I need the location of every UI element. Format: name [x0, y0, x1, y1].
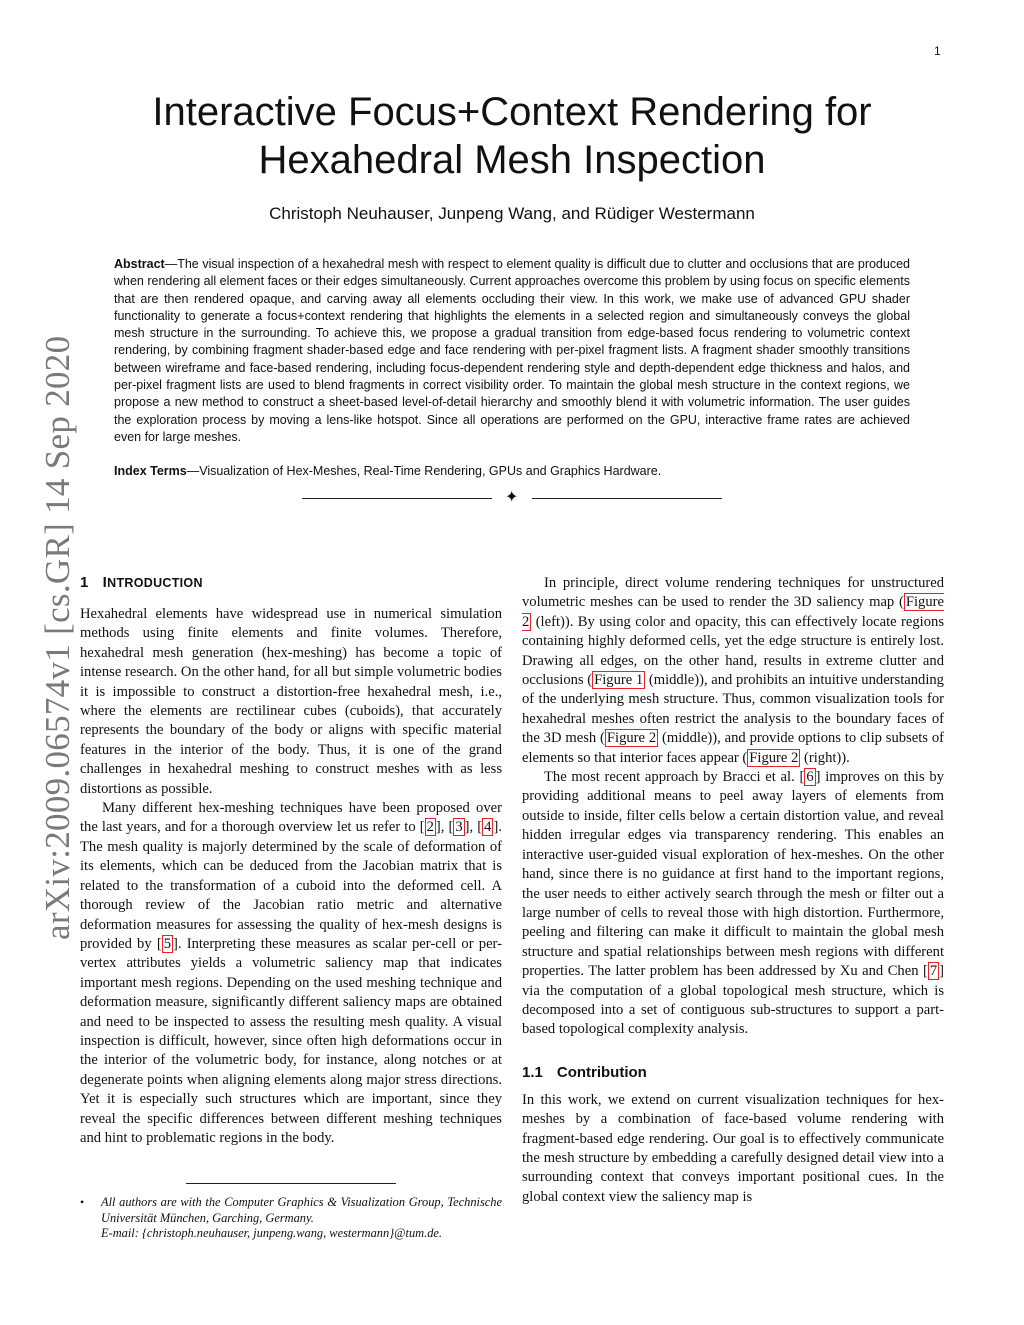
figure-link[interactable]: Figure 1	[594, 672, 644, 689]
intro-paragraph-3	[522, 574, 944, 768]
section-title-first: I	[102, 574, 108, 591]
paper-title	[60, 88, 964, 184]
figure-link[interactable]: Figure 2	[749, 749, 799, 766]
section-divider	[302, 488, 722, 508]
text-run: (right)).	[800, 749, 850, 766]
left-column	[80, 574, 502, 1148]
text-run: ] via the computation of a global topological mesh structure, which is decomposed into a set of contiguous sub-structures to support a part-based topological complexity analysis.	[522, 963, 944, 1038]
section-title-rest: NTRODUCTION	[107, 576, 203, 590]
citation-link[interactable]: 6	[806, 769, 814, 786]
index-terms-text: —Visualization of Hex-Meshes, Real-Time Rendering, GPUs and Graphics Hardware.	[186, 464, 662, 478]
citation-link[interactable]: 2	[426, 819, 434, 836]
text-run: (left)). By using color and opacity, this can effectively locate regions containing highly deformed cells, yet the edge structure is entirely lost. Drawing all edges, on the other hand, results in extreme clutter and occlusions (	[522, 613, 944, 689]
subsection-title: Contribution	[556, 1063, 647, 1081]
abstract-text: —The visual inspection of a hexahedral mesh with respect to element quality is difficult due to clutter and occlusions that are produced when rendering all element faces or their edges simultaneously. Current approaches overcome this problem by using focus on specific elements that are then rendered opaque, and carving away all elements occluding their view. In this work, we make use of advanced GPU shader functionality to generate a focus+context rendering that highlights the elements in a selected region and simultaneously conveys the global mesh structure in the surrounding. To achieve this, we propose a gradual transition from edge-based focus rendering to volumetric context rendering, by combining fragment shader-based edge and face rendering with per-pixel fragment lists. A fragment shader smoothly transitions between wireframe and face-based rendering, including focus-dependent rendering style and depth-dependent edge thickness and halos, and per-pixel fragment lists are used to blend fragments in correct visibility order. To maintain the global mesh structure in the context regions, we propose a new method to construct a sheet-based level-of-detail hierarchy and smoothly blend it with volumetric information. The user guides the exploration process by moving a lens-like hotspot. Since all operations are performed on the GPU, interactive frame rates are achieved even for large meshes.	[114, 257, 911, 444]
authors: Christoph Neuhauser, Junpeng Wang, and Rüdiger Westermann	[269, 204, 755, 223]
text-run: In principle, direct volume rendering techniques for unstructured volumetric meshes can be used to render the 3D saliency map (	[522, 575, 944, 611]
footnote-email: E-mail: {christoph.neuhauser, junpeng.wang, westermann}@tum.de.	[101, 1226, 443, 1240]
figure-link[interactable]: Figure 2	[606, 730, 657, 747]
citation-link[interactable]: 3	[455, 819, 463, 836]
figure-link[interactable]: Figure 2	[522, 594, 944, 630]
divider-diamond-icon: ✦	[505, 489, 519, 506]
text-run: (middle)), and provide options to clip subsets of elements so that interior faces appear (	[522, 730, 944, 766]
intro-paragraph-2: Many different hex-meshing techniques have been proposed over the last years, and for a thorough overview let us refer to [ 2 ], [ 3 ], [ 4 ]. The mesh quality is majorly determined by the scale of deformation of its elements, which can be deduced from the Jacobian matrix that is related to the transformation of a cuboid into the deformed cell. A thorough review of the Jacobian ratio metric and alternative deformation measures for assessing the quality of hex-mesh designs is provided by [ 5 ]. Interpreting these measures as scalar per-cell or per-vertex attributes yields a volumetric saliency map that indicates important mesh regions. Depending on the used meshing technique and deformation measure, significantly different saliency maps are obtained and need to be inspected to assess the resulting mesh quality. A visual inspection is difficult, however, since often high deformations occur in the interior of the volumetric body, for instance, along notches or at degenerate points when aligning elements along major stress directions. Yet it is especially such structures which are important, since they reveal the specific differences between different meshing techniques and hint to problematic regions in the body.	[80, 800, 502, 1146]
section-number: 1	[80, 574, 89, 591]
page-number: 1	[934, 44, 941, 58]
index-terms-label: Index Terms	[114, 464, 187, 478]
index-terms	[114, 463, 910, 480]
citation-link[interactable]: 7	[929, 963, 938, 980]
divider-rule-right	[532, 498, 722, 499]
subsection-heading-contribution	[522, 1064, 944, 1081]
text-run: Many different hex-meshing techniques have been proposed over the last years, and for a thorough overview let us refer to	[80, 800, 502, 836]
text-run: ] improves on this by providing additional means to peel away layers of elements from outside to inside, filter cells below a certain distortion value, and reveal hidden irregular edges via transparency rendering. This enables an interactive user-guided visual exploration of hex-meshes. On the other hand, since there is no guidance at first hand to the important regions, the user needs to either actively search through the mesh or filter out a large number of cells to reveal those with high distortion. Furthermore, peeling and filtering can make it difficult to maintain the global mesh structure and spatial relationships between mesh regions with different properties. The latter problem has been addressed by Xu and Chen [	[522, 769, 944, 980]
footnote-rule	[186, 1183, 396, 1184]
footnote	[80, 1195, 502, 1242]
abstract-label: Abstract	[114, 257, 165, 271]
section-heading-introduction	[80, 574, 502, 591]
subsection-number: 1.1	[522, 1063, 543, 1081]
footnote-text	[101, 1195, 502, 1242]
title-line-1: Interactive Focus+Context Rendering for	[152, 90, 872, 134]
citation-link[interactable]: 5	[163, 935, 172, 952]
divider-rule-left	[302, 498, 492, 499]
abstract	[114, 256, 910, 446]
title-line-2: Hexahedral Mesh Inspection	[258, 138, 766, 182]
right-column	[522, 574, 944, 1207]
footnote-affiliation: All authors are with the Computer Graphics & Visualization Group, Technische Universität München, Garching, Germany.	[101, 1195, 502, 1225]
text-run: . The mesh quality is majorly determined by the scale of deformation of its elements, which can be deduced from the Jacobian matrix that is related to the transformation of a cuboid into the deformed cell. A thorough review of the Jacobian ratio metric and alternative deformation measures for assessing the quality of hex-mesh designs is provided by	[80, 819, 502, 952]
citation-link[interactable]: 4	[484, 819, 492, 836]
text-run: . Interpreting these measures as scalar per-cell or per-vertex attributes yields a volumetric saliency map that indicates important mesh regions. Depending on the used meshing technique and deformation measure, significantly different saliency maps are obtained and need to be inspected to assess the resulting mesh quality. A visual inspection is difficult, however, since often high deformations occur in the interior of the volumetric body, for instance, along notches or at degenerate points when aligning elements along major stress directions. Yet it is especially such structures which are important, since they reveal the specific differences between different meshing techniques and hint to problematic regions in the body.	[80, 935, 502, 1146]
arxiv-stamp: arXiv:2009.06574v1 [cs.GR] 14 Sep 2020	[38, 335, 77, 940]
text-run: The most recent approach by Bracci et al. [	[544, 769, 805, 786]
text-run: (middle)), and prohibits an intuitive understanding of the underlying mesh structure. Thus, common visualization tools for hexahedral meshes often restrict the analysis to the boundary faces of the 3D mesh (	[522, 672, 944, 747]
intro-paragraph-4	[522, 768, 944, 1040]
intro-paragraph-1: Hexahedral elements have widespread use in numerical simulation methods using finite elements and finite volumes. Therefore, hexahedral mesh generation (hex-meshing) has become a topic of intense research. On the other hand, for all but simple volumetric bodies it is impossible to construct a distortion-free hexahedral mesh, i.e., where the elements are rectilinear cubes (cuboids), that accurately represents the boundary of the body or aligns with specific material features in the interior of the body. Thus, it is one of the grand challenges in hexahedral meshing to construct meshes with as less distortions as possible.	[80, 606, 502, 797]
contribution-paragraph: In this work, we extend on current visualization techniques for hex-meshes by a combination of face-based volume rendering with fragment-based edge rendering. Our goal is to effectively communicate the mesh structure by embedding a carefully designed detail view into a surrounding context that conveys important positional cues. In the global context view the saliency map is	[522, 1091, 944, 1205]
footnote-bullet: •	[80, 1195, 85, 1209]
